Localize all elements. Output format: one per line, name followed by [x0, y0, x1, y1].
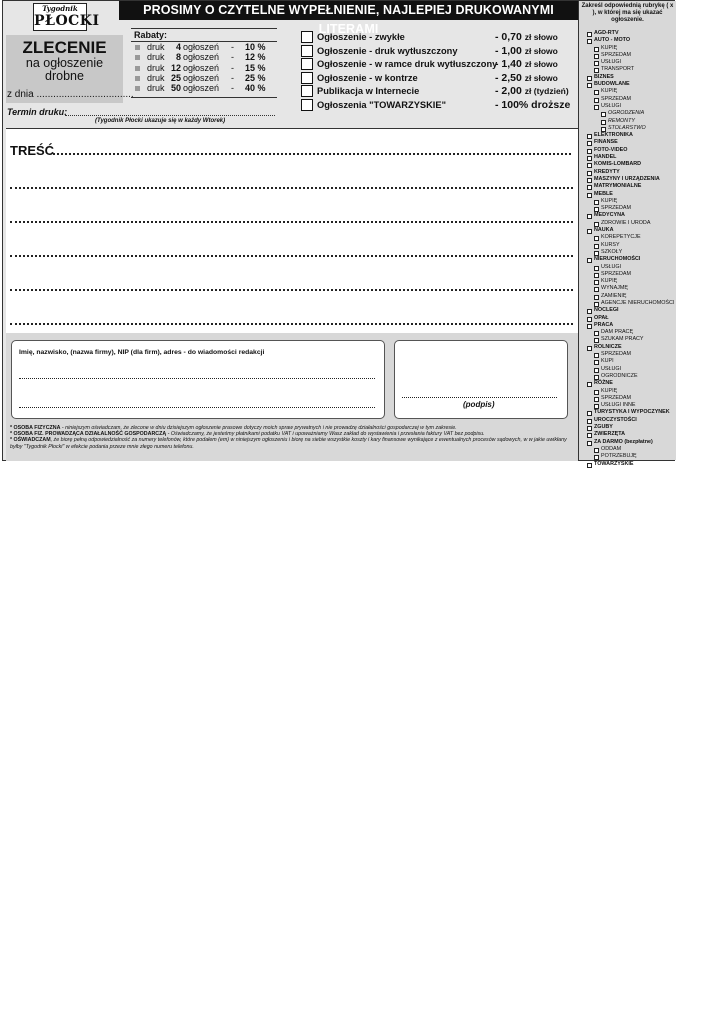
- category-item[interactable]: [579, 212, 676, 219]
- discount-row: [131, 73, 277, 83]
- category-checkbox[interactable]: [601, 112, 606, 117]
- category-label: KOREPETYCJE: [601, 234, 641, 241]
- category-item[interactable]: [579, 271, 676, 278]
- category-checkbox[interactable]: [587, 76, 592, 81]
- price-row: [301, 58, 577, 72]
- price-label: Ogłoszenie - w ramce druk wytłuszczony: [317, 59, 498, 69]
- contact-line[interactable]: [19, 407, 375, 408]
- date-field[interactable]: z dnia ...................................: [7, 89, 134, 100]
- discount-unit: ogłoszeń: [183, 52, 220, 63]
- category-checkbox[interactable]: [594, 368, 599, 373]
- category-checkbox[interactable]: [601, 120, 606, 125]
- divider: [131, 97, 277, 98]
- price-amount: - 2,50: [495, 71, 522, 84]
- category-label: AGENCJE NIERUCHOMOŚCI: [601, 299, 675, 306]
- category-label: ZGUBY: [594, 424, 613, 431]
- category-item[interactable]: [579, 424, 676, 431]
- category-item[interactable]: [579, 322, 676, 329]
- category-checkbox[interactable]: [594, 236, 599, 241]
- discount-unit: ogłoszeń: [183, 42, 220, 52]
- category-label: PRACA: [594, 321, 614, 328]
- price-unit: zł słowo: [524, 72, 558, 83]
- category-checkbox[interactable]: [587, 171, 592, 176]
- price-checkbox[interactable]: [301, 72, 313, 84]
- price-amount: - 1,40: [495, 58, 522, 70]
- category-label: ZDROWIE I URODA: [601, 219, 651, 226]
- print-deadline-label: Termin druku:: [7, 107, 68, 117]
- price-value: [495, 85, 569, 97]
- declaration-title: * OŚWIADCZAM: [10, 437, 51, 444]
- category-label: OGRODNICZE: [601, 372, 638, 379]
- price-value: [495, 31, 558, 43]
- category-label: POTRZEBUJĘ: [601, 453, 637, 460]
- price-value: [495, 45, 558, 57]
- category-item[interactable]: [579, 453, 676, 460]
- discount-unit: ogłoszeń: [183, 83, 220, 94]
- price-label: Ogłoszenie - w kontrze: [317, 72, 418, 83]
- category-label: SPRZEDAM: [601, 51, 631, 58]
- category-label: KUPI: [601, 358, 614, 365]
- category-item[interactable]: [579, 110, 676, 117]
- category-item[interactable]: [579, 220, 676, 227]
- discount-druk: druk: [147, 62, 165, 73]
- category-item[interactable]: [579, 154, 676, 161]
- discount-count: 8: [175, 52, 181, 63]
- category-checkbox[interactable]: [594, 200, 599, 205]
- contact-line[interactable]: [19, 378, 375, 379]
- category-label: USŁUGI: [601, 102, 622, 109]
- category-checkbox[interactable]: [594, 266, 599, 271]
- category-checkbox[interactable]: [587, 426, 592, 431]
- category-item[interactable]: [579, 336, 676, 343]
- price-amount: - 2,00: [495, 85, 522, 97]
- price-amount: - 1,00: [495, 44, 522, 57]
- category-item[interactable]: [579, 366, 676, 373]
- discount-count: 50: [170, 83, 181, 94]
- category-checkbox[interactable]: [594, 222, 599, 227]
- bullet-square: [135, 45, 140, 50]
- category-checkbox[interactable]: [594, 302, 599, 307]
- category-label: WYNAJMĘ: [601, 285, 628, 292]
- discount-unit: ogłoszeń: [183, 72, 220, 83]
- category-checkbox[interactable]: [594, 360, 599, 365]
- price-row: [301, 31, 577, 45]
- category-checkbox[interactable]: [587, 382, 592, 387]
- category-label: NIERUCHOMOŚCI: [594, 256, 641, 263]
- discount-percent: 25 %: [245, 72, 266, 83]
- category-item[interactable]: [579, 132, 676, 139]
- category-item[interactable]: [579, 395, 676, 402]
- content-label: TREŚĆ: [10, 143, 55, 158]
- price-label: Ogłoszenie - zwykłe: [317, 32, 405, 42]
- category-label: SPRZEDAM: [601, 351, 631, 358]
- category-item[interactable]: [579, 329, 676, 336]
- category-checkbox[interactable]: [594, 397, 599, 402]
- category-item[interactable]: [579, 183, 676, 190]
- price-checkbox[interactable]: [301, 45, 313, 57]
- category-label: KREDYTY: [594, 168, 620, 175]
- price-unit: zł słowo: [524, 45, 558, 56]
- category-label: SPRZEDAM: [601, 394, 631, 401]
- category-label: ODDAM: [601, 445, 622, 452]
- category-label: USŁUGI INNE: [601, 402, 636, 409]
- category-item[interactable]: [579, 293, 676, 300]
- category-item[interactable]: [579, 45, 676, 52]
- category-item[interactable]: [579, 388, 676, 395]
- discount-title: Rabaty:: [131, 28, 277, 42]
- category-checkbox[interactable]: [594, 54, 599, 59]
- category-checkbox[interactable]: [594, 280, 599, 285]
- discount-count: 4: [175, 42, 181, 52]
- price-checkbox[interactable]: [301, 58, 313, 70]
- declaration-title: * OSOBA FIZ. PROWADZĄCA DZIAŁALNOŚĆ GOSPODARCZĄ: [10, 431, 167, 438]
- category-label: MATRYMONIALNE: [594, 183, 642, 190]
- category-item[interactable]: [579, 315, 676, 322]
- category-checkbox[interactable]: [594, 244, 599, 249]
- discount-druk: druk: [147, 52, 165, 63]
- price-value: [495, 58, 558, 70]
- category-item[interactable]: [579, 125, 676, 132]
- order-form: [2, 0, 675, 467]
- category-checkbox[interactable]: [587, 441, 592, 446]
- publisher-logo: [33, 3, 100, 31]
- category-label: ELEKTRONIKA: [594, 132, 633, 139]
- category-label: USŁUGI: [601, 365, 622, 372]
- declaration: [10, 437, 576, 449]
- category-item[interactable]: [579, 344, 676, 351]
- discount-dash: -: [231, 42, 234, 52]
- category-item[interactable]: [579, 351, 676, 358]
- discount-dash: -: [231, 52, 234, 63]
- print-deadline-field[interactable]: [65, 115, 275, 116]
- discount-count: 25: [170, 72, 181, 83]
- bullet-square: [135, 66, 140, 71]
- category-instructions: Zakreśl odpowiednią rubrykę ( x ), w której ma się ukazać ogłoszenie.: [581, 3, 674, 23]
- category-label: BUDOWLANE: [594, 81, 630, 88]
- discount-row: [131, 63, 277, 73]
- category-item[interactable]: [579, 409, 676, 416]
- category-label: KUPIĘ: [601, 44, 618, 51]
- category-checkbox[interactable]: [587, 185, 592, 190]
- discount-druk: druk: [147, 72, 165, 83]
- discount-unit: ogłoszeń: [183, 62, 220, 73]
- category-label: KUPIĘ: [601, 88, 618, 95]
- category-checkbox[interactable]: [587, 134, 592, 139]
- category-checkbox[interactable]: [587, 419, 592, 424]
- category-item[interactable]: [579, 88, 676, 95]
- category-checkbox[interactable]: [587, 163, 592, 168]
- category-checkbox[interactable]: [594, 448, 599, 453]
- category-checkbox[interactable]: [594, 98, 599, 103]
- category-label: TRANSPORT: [601, 66, 635, 73]
- logo-main-text: PŁOCKI: [34, 13, 100, 29]
- category-label: KUPIĘ: [601, 278, 618, 285]
- category-checkbox[interactable]: [587, 463, 592, 468]
- category-item[interactable]: [579, 96, 676, 103]
- price-checkbox[interactable]: [301, 99, 313, 111]
- category-label: SPRZEDAM: [601, 95, 631, 102]
- discount-dash: -: [231, 72, 234, 83]
- signature-box[interactable]: [394, 340, 568, 419]
- category-item[interactable]: [579, 74, 676, 81]
- discount-count: 12: [170, 62, 181, 73]
- category-checkbox[interactable]: [587, 324, 592, 329]
- category-checkbox[interactable]: [587, 258, 592, 263]
- category-item[interactable]: [579, 439, 676, 446]
- category-checkbox[interactable]: [594, 455, 599, 460]
- category-item[interactable]: [579, 52, 676, 59]
- category-item[interactable]: [579, 81, 676, 88]
- price-checkbox[interactable]: [301, 85, 313, 97]
- category-label: KUPIĘ: [601, 197, 618, 204]
- category-label: FOTO-VIDEO: [594, 146, 628, 153]
- category-label: TOWARZYSKIE: [594, 460, 634, 467]
- discount-row: [131, 42, 277, 52]
- category-label: MASZYNY I URZĄDZENIA: [594, 175, 660, 182]
- category-checkbox[interactable]: [587, 433, 592, 438]
- category-item[interactable]: [579, 380, 676, 387]
- category-label: USŁUGI: [601, 59, 622, 66]
- category-label: STOLARSTWO: [608, 124, 646, 131]
- category-label: MEBLE: [594, 190, 613, 197]
- discount-row: [131, 52, 277, 62]
- category-checkbox[interactable]: [594, 295, 599, 300]
- discount-dash: -: [231, 62, 234, 73]
- category-item[interactable]: [579, 59, 676, 66]
- price-unit: zł słowo: [524, 32, 558, 42]
- category-label: REMONTY: [608, 117, 635, 124]
- category-checkbox[interactable]: [587, 141, 592, 146]
- category-label: USŁUGI: [601, 263, 622, 270]
- category-checkbox[interactable]: [587, 39, 592, 44]
- category-label: ZWIERZĘTA: [594, 431, 626, 438]
- bullet-square: [135, 86, 140, 91]
- category-checkbox[interactable]: [587, 214, 592, 219]
- bullet-square: [135, 55, 140, 60]
- discount-druk: druk: [147, 83, 165, 94]
- category-label: MEDYCYNA: [594, 212, 625, 219]
- category-item[interactable]: [579, 461, 676, 468]
- price-row: [301, 85, 577, 99]
- category-checkbox[interactable]: [587, 83, 592, 88]
- price-label: Ogłoszenia "TOWARZYSKIE": [317, 99, 447, 110]
- category-item[interactable]: [579, 278, 676, 285]
- discount-percent: 15 %: [245, 62, 266, 73]
- price-unit: zł (tydzień): [524, 86, 569, 96]
- category-item[interactable]: [579, 227, 676, 234]
- discount-percent: 40 %: [245, 83, 266, 94]
- category-item[interactable]: [579, 198, 676, 205]
- discount-druk: druk: [147, 42, 165, 52]
- category-item[interactable]: [579, 139, 676, 146]
- order-subtitle-1: na ogłoszenie: [25, 56, 104, 70]
- category-item[interactable]: [579, 176, 676, 183]
- category-item[interactable]: [579, 205, 676, 212]
- category-checkbox[interactable]: [594, 207, 599, 212]
- category-checkbox[interactable]: [594, 390, 599, 395]
- content-line[interactable]: [53, 153, 571, 155]
- category-checkbox[interactable]: [587, 309, 592, 314]
- category-item[interactable]: [579, 285, 676, 292]
- category-item[interactable]: [579, 169, 676, 176]
- category-label: SZKOŁY: [601, 248, 623, 255]
- declaration-text: - Oświadczamy, że jesteśmy płatnikami podatku VAT i upoważniamy Wasz zakład do wystawienia i przesłania faktury VAT bez podpisu.: [166, 431, 485, 438]
- category-label: DAM PRACĘ: [601, 329, 634, 336]
- category-item[interactable]: [579, 103, 676, 110]
- category-column: [578, 1, 676, 467]
- category-item[interactable]: [579, 30, 676, 37]
- discount-percent: 12 %: [245, 52, 266, 63]
- category-label: AGD-RTV: [594, 30, 619, 36]
- category-checkbox[interactable]: [587, 149, 592, 154]
- category-checkbox[interactable]: [587, 32, 592, 37]
- category-checkbox[interactable]: [594, 61, 599, 66]
- category-item[interactable]: [579, 307, 676, 314]
- category-item[interactable]: [579, 446, 676, 453]
- signature-label: (podpis): [463, 400, 495, 409]
- category-checkbox[interactable]: [601, 127, 606, 132]
- price-unit: zł słowo: [524, 59, 558, 69]
- category-label: UROCZYSTOŚCI: [594, 416, 637, 423]
- category-label: SPRZEDAM: [601, 205, 631, 212]
- category-item[interactable]: [579, 417, 676, 424]
- category-label: NOCLEGI: [594, 307, 619, 314]
- contact-box[interactable]: [11, 340, 385, 419]
- category-label: KOMIS-LOMBARD: [594, 161, 642, 168]
- category-item[interactable]: [579, 300, 676, 307]
- category-checkbox[interactable]: [587, 193, 592, 198]
- discount-row: [131, 83, 277, 93]
- category-checkbox[interactable]: [587, 229, 592, 234]
- category-checkbox[interactable]: [594, 338, 599, 343]
- content-area[interactable]: [6, 128, 578, 334]
- category-item[interactable]: [579, 234, 676, 241]
- price-value: [495, 99, 570, 111]
- category-list: [579, 30, 676, 468]
- category-item[interactable]: [579, 37, 676, 44]
- declaration-title: * OSOBA FIZYCZNA: [10, 425, 61, 431]
- category-checkbox[interactable]: [594, 90, 599, 95]
- category-checkbox[interactable]: [594, 353, 599, 358]
- price-row: [301, 45, 577, 59]
- category-checkbox[interactable]: [594, 105, 599, 110]
- content-line[interactable]: [10, 221, 573, 223]
- price-row: [301, 99, 577, 113]
- category-checkbox[interactable]: [594, 331, 599, 336]
- price-list: [301, 31, 577, 112]
- category-label: ROLNICZE: [594, 343, 622, 350]
- header-banner: PROSIMY O CZYTELNE WYPEŁNIENIE, NAJLEPIEJ DRUKOWANYMI LITERAMI: [119, 1, 578, 20]
- logo-small-text: Tygodnik: [42, 4, 78, 13]
- price-row: [301, 72, 577, 86]
- discount-percent: 10 %: [245, 42, 266, 52]
- category-label: BIZNES: [594, 73, 614, 80]
- content-line[interactable]: [10, 289, 573, 291]
- category-label: KUPIĘ: [601, 387, 618, 394]
- price-label: Publikacja w Internecie: [317, 86, 420, 96]
- category-label: ZAMIENIĘ: [601, 292, 627, 299]
- category-checkbox[interactable]: [587, 411, 592, 416]
- order-subtitle-2: drobne: [45, 69, 84, 83]
- category-label: SZUKAM PRACY: [601, 336, 644, 343]
- print-note: (Tygodnik Płocki ukazuje się w każdy Wtorek): [95, 118, 226, 124]
- signature-line[interactable]: [402, 397, 557, 398]
- declarations: [10, 425, 576, 450]
- order-title: ZLECENIE: [22, 38, 107, 57]
- category-label: AUTO - MOTO: [594, 37, 631, 44]
- category-item[interactable]: [579, 256, 676, 263]
- category-item[interactable]: [579, 402, 676, 409]
- category-label: ZA DARMO (bezpłatne): [594, 438, 653, 445]
- category-item[interactable]: [579, 66, 676, 73]
- category-label: TURYSTYKA I WYPOCZYNEK: [594, 409, 670, 416]
- category-checkbox[interactable]: [587, 156, 592, 161]
- price-value: [495, 72, 558, 84]
- category-checkbox[interactable]: [594, 404, 599, 409]
- declaration-text: - niniejszym oświadczam, że zlecone w dniu dzisiejszym ogłoszenie prasowe dotyczy moich spraw prywatnych i nie prowadzę działalności gospodarczej w tym zakresie.: [60, 425, 457, 431]
- category-checkbox[interactable]: [587, 346, 592, 351]
- category-item[interactable]: [579, 118, 676, 125]
- content-line[interactable]: [10, 323, 573, 325]
- category-label: NAUKA: [594, 227, 614, 234]
- content-line[interactable]: [10, 255, 573, 257]
- price-amount: - 0,70: [495, 31, 522, 43]
- category-checkbox[interactable]: [587, 317, 592, 322]
- contact-section: [6, 333, 578, 461]
- declaration-text: , że biorę pełną odpowiedzialność za numery telefonów, które podałem (em) w niniejszym ogłoszeniu i biorę na siebie wszystkie koszty i kary finansowe wynikające z ewentualnych procesów sądowych, w w jakie uwikłany byłby "Tygodnik Płocki" w efekcie podania przeze mnie złego numeru telefonu.: [10, 437, 567, 450]
- category-item[interactable]: [579, 431, 676, 438]
- category-item[interactable]: [579, 191, 676, 198]
- bullet-square: [135, 76, 140, 81]
- category-item[interactable]: [579, 264, 676, 271]
- contact-label: Imię, nazwisko, (nazwa firmy), NIP (dla firm), adres - do wiadomości redakcji: [19, 349, 265, 356]
- category-checkbox[interactable]: [594, 47, 599, 52]
- category-label: FINANSE: [594, 139, 618, 146]
- category-label: OPAŁ: [594, 314, 609, 321]
- discount-table: [131, 28, 277, 93]
- category-checkbox[interactable]: [594, 68, 599, 73]
- category-label: HANDEL: [594, 154, 617, 161]
- category-checkbox[interactable]: [594, 273, 599, 278]
- price-checkbox[interactable]: [301, 31, 313, 43]
- category-label: KURSY: [601, 241, 620, 248]
- discount-dash: -: [231, 83, 234, 94]
- category-item[interactable]: [579, 242, 676, 249]
- category-label: OGRODZENIA: [608, 110, 645, 117]
- price-amount: - 100% droższe: [495, 98, 571, 111]
- category-checkbox[interactable]: [594, 287, 599, 292]
- category-item[interactable]: [579, 147, 676, 154]
- content-line[interactable]: [10, 187, 573, 189]
- price-label: Ogłoszenie - druk wytłuszczony: [317, 45, 458, 56]
- category-item[interactable]: [579, 358, 676, 365]
- category-item[interactable]: [579, 161, 676, 168]
- category-checkbox[interactable]: [587, 178, 592, 183]
- category-label: RÓŻNE: [594, 380, 613, 387]
- category-label: SPRZEDAM: [601, 270, 631, 277]
